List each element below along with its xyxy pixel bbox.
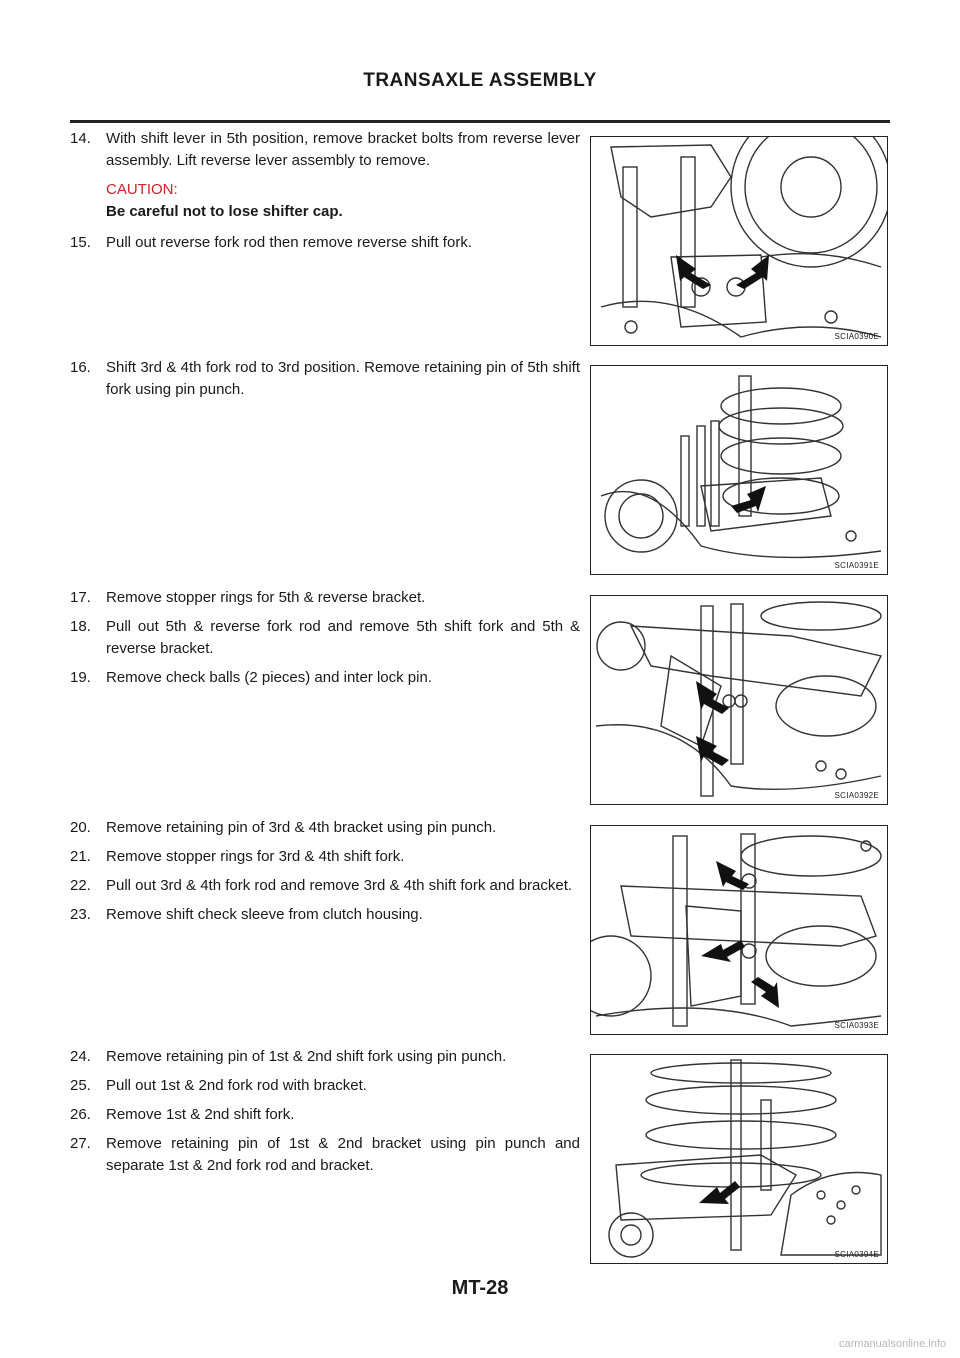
figure-5th-shift-fork (590, 365, 888, 575)
section-steps-20-23 (70, 817, 890, 1037)
step-23 (70, 904, 580, 926)
header-rule (70, 120, 890, 123)
page-number: MT-28 (451, 1277, 509, 1299)
illustration-reverse-lever-bracket (591, 137, 887, 345)
figure-5th-reverse-bracket (590, 595, 888, 805)
step-24 (70, 1046, 580, 1068)
step-number: 25. (70, 1077, 91, 1094)
step-number: 16. (70, 359, 91, 376)
figure-code: SCIA0394E (834, 1250, 879, 1259)
step-text: Remove 1st & 2nd shift fork. (106, 1106, 295, 1123)
step-15 (70, 232, 580, 254)
step-17 (70, 587, 580, 609)
step-number: 17. (70, 589, 91, 606)
section-steps-14-15 (70, 128, 890, 348)
figure-code: SCIA0390E (834, 332, 879, 341)
section-steps-24-27 (70, 1046, 890, 1266)
illustration-1st-2nd-fork-rod (591, 1055, 887, 1263)
step-16 (70, 357, 580, 401)
step-list (70, 587, 580, 696)
page-title: TRANSAXLE ASSEMBLY (363, 70, 597, 91)
step-number: 21. (70, 848, 91, 865)
figure-code: SCIA0393E (834, 1021, 879, 1030)
step-26 (70, 1104, 580, 1126)
step-20 (70, 817, 580, 839)
step-number: 23. (70, 906, 91, 923)
step-text: Remove retaining pin of 1st & 2nd shift fork using pin punch. (106, 1048, 507, 1065)
step-text: Remove retaining pin of 3rd & 4th bracket using pin punch. (106, 819, 497, 836)
step-list (70, 1046, 580, 1184)
step-text: Remove stopper rings for 3rd & 4th shift fork. (106, 848, 405, 865)
step-number: 24. (70, 1048, 91, 1065)
step-22 (70, 875, 580, 897)
caution-label: CAUTION: (106, 181, 178, 198)
step-27 (70, 1133, 580, 1177)
caution-block (70, 179, 580, 223)
step-list (70, 357, 580, 408)
step-text: Remove retaining pin of 1st & 2nd bracket using pin punch and separate 1st & 2nd fork rod and bracket. (106, 1135, 580, 1174)
step-25 (70, 1075, 580, 1097)
step-21 (70, 846, 580, 868)
step-number: 19. (70, 669, 91, 686)
illustration-check-balls-interlock (591, 596, 887, 804)
step-text: Pull out 1st & 2nd fork rod with bracket. (106, 1077, 367, 1094)
step-text: Pull out 5th & reverse fork rod and remove 5th shift fork and 5th & reverse bracket. (106, 618, 580, 657)
step-number: 22. (70, 877, 91, 894)
step-text: Remove shift check sleeve from clutch housing. (106, 906, 423, 923)
figure-reverse-lever (590, 136, 888, 346)
figure-code: SCIA0391E (834, 561, 879, 570)
section-step-16 (70, 357, 890, 577)
step-text: Pull out reverse fork rod then remove reverse shift fork. (106, 234, 472, 251)
step-number: 20. (70, 819, 91, 836)
step-number: 27. (70, 1135, 91, 1152)
step-list (70, 128, 580, 261)
figure-3rd-4th-shift-fork (590, 825, 888, 1035)
step-text: With shift lever in 5th position, remove bracket bolts from reverse lever assembly. Lift reverse lever assembly to remove. (106, 130, 580, 169)
step-number: 15. (70, 234, 91, 251)
step-14 (70, 128, 580, 172)
watermark: carmanualsonline.info (838, 1338, 946, 1350)
step-text: Pull out 3rd & 4th fork rod and remove 3rd & 4th shift fork and bracket. (106, 877, 573, 894)
illustration-5th-shift-fork-pin (591, 366, 887, 574)
figure-code: SCIA0392E (834, 791, 879, 800)
step-number: 14. (70, 130, 91, 147)
caution-text: Be careful not to lose shifter cap. (106, 203, 343, 220)
step-text: Shift 3rd & 4th fork rod to 3rd position. Remove retaining pin of 5th shift fork using pin punch. (106, 359, 580, 398)
step-number: 26. (70, 1106, 91, 1123)
step-19 (70, 667, 580, 689)
step-text: Remove check balls (2 pieces) and inter lock pin. (106, 669, 432, 686)
step-number: 18. (70, 618, 91, 635)
figure-1st-2nd-shift-fork (590, 1054, 888, 1264)
step-18 (70, 616, 580, 660)
section-steps-17-19 (70, 587, 890, 807)
step-list (70, 817, 580, 933)
illustration-3rd-4th-fork-rod (591, 826, 887, 1034)
step-text: Remove stopper rings for 5th & reverse bracket. (106, 589, 426, 606)
